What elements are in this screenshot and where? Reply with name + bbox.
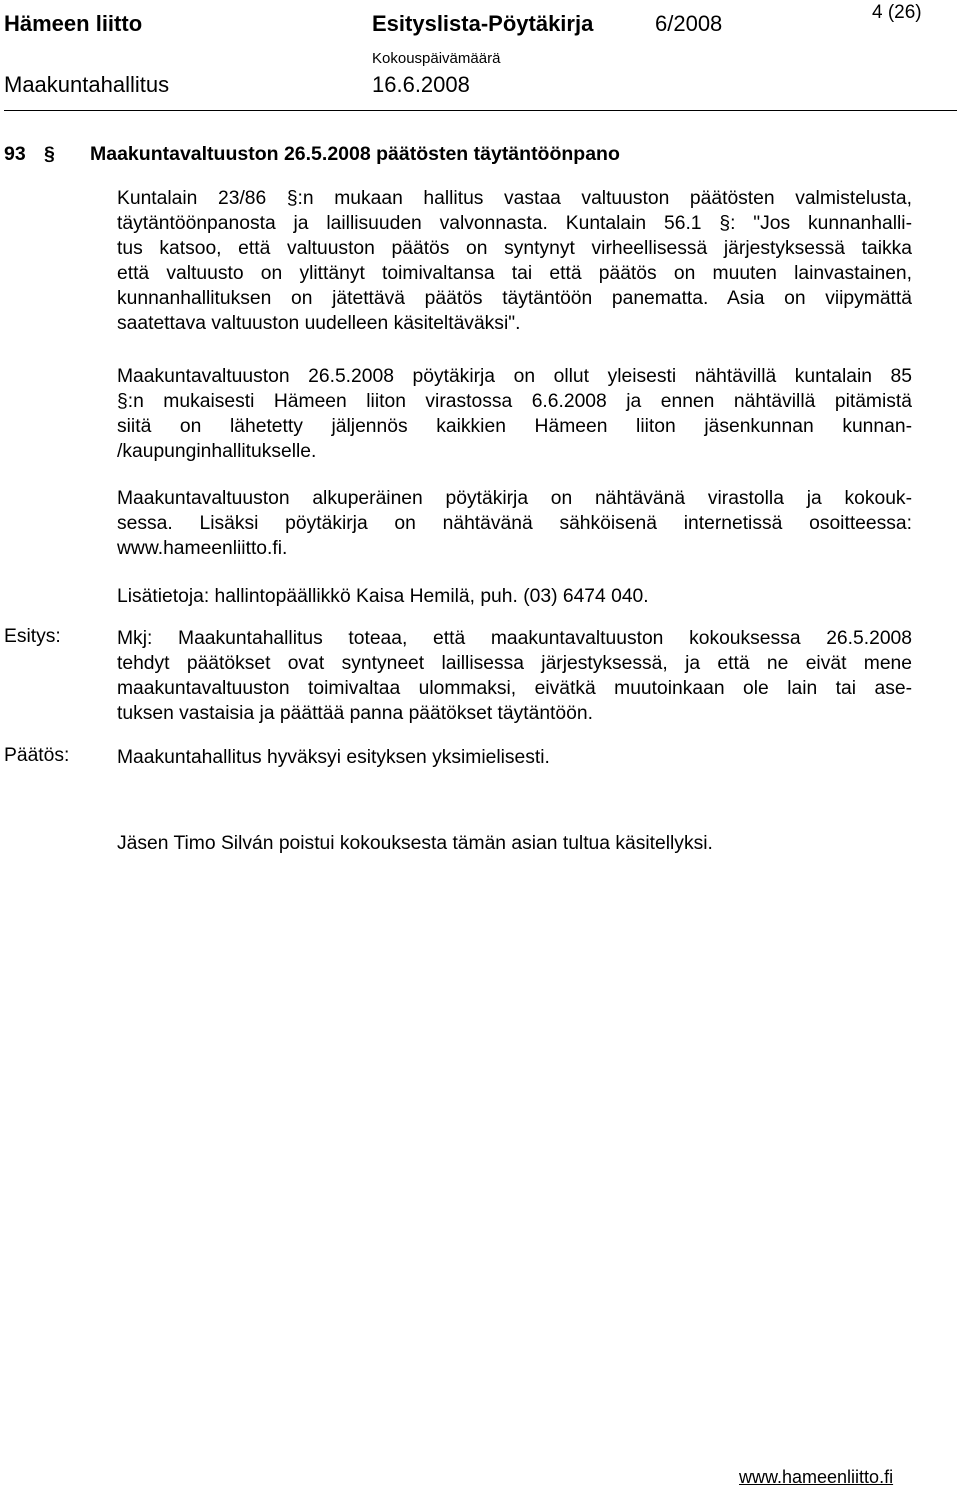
text-line: että valtuusto on ylittänyt toimivaltansa tai että päätös on muuten lainvastainen, (117, 263, 912, 284)
text-line: /kaupunginhallitukselle. (117, 441, 317, 462)
text-line: tehdyt päätökset ovat syntyneet laillisessa järjestyksessä, ja että ne eivät mene (117, 653, 912, 674)
text-line: Mkj: Maakuntahallitus toteaa, että maakuntavaltuuston kokouksessa 26.5.2008 (117, 628, 912, 649)
contact-info: Lisätietoja: hallintopäällikkö Kaisa Hemilä, puh. (03) 6474 040. (117, 586, 649, 607)
section-number: 93 (4, 143, 26, 165)
org-name: Hämeen liitto (4, 11, 143, 36)
decision-line: Maakuntahallitus hyväksyi esityksen yksimielisesti. (117, 747, 550, 768)
decision-text (117, 745, 912, 770)
text-line: Kuntalain 23/86 §:n mukaan hallitus vastaa valtuuston päätösten valmistelusta, (117, 188, 912, 209)
proposal-label: Esitys: (4, 626, 61, 647)
meeting-date-label: Kokouspäivämäärä (372, 50, 501, 67)
text-line: sessa. Lisäksi pöytäkirja on nähtävänä sähköisenä internetissä osoitteessa: (117, 513, 912, 534)
document-type: Esityslista-Pöytäkirja (372, 11, 594, 36)
text-line: tuksen vastaisia ja päättää panna päätökset täytäntöön. (117, 703, 593, 724)
note-line: Jäsen Timo Silván poistui kokouksesta tämän asian tultua käsitellyksi. (117, 833, 713, 854)
header-rule (4, 110, 957, 111)
meeting-date: 16.6.2008 (372, 72, 470, 97)
text-line: Maakuntavaltuuston 26.5.2008 pöytäkirja on ollut yleisesti nähtävillä kuntalain 85 (117, 366, 912, 387)
text-line: saatettava valtuuston uudelleen käsiteltäväksi". (117, 313, 521, 334)
paragraph-minutes-availability (117, 364, 912, 464)
paragraph-municipal-act (117, 186, 912, 336)
paragraph-original-minutes (117, 486, 912, 561)
decision-label: Päätös: (4, 745, 70, 766)
footer-website-link[interactable]: www.hameenliitto.fi (739, 1467, 894, 1487)
text-line: siitä on lähetetty jäljennös kaikkien Hämeen liiton jäsenkunnan kunnan- (117, 416, 912, 437)
page-number: 4 (26) (872, 2, 922, 23)
section-sign: § (44, 143, 55, 165)
text-line: Maakuntavaltuuston alkuperäinen pöytäkirja on nähtävänä virastolla ja kokouk- (117, 488, 912, 509)
body-name: Maakuntahallitus (4, 72, 170, 97)
document-number: 6/2008 (655, 11, 723, 36)
paragraph-contact (117, 584, 912, 609)
text-line: §:n mukaisesti Hämeen liiton virastossa 6.6.2008 ja ennen nähtävillä pitämistä (117, 391, 912, 412)
text-line: kunnanhallituksen on jätettävä päätös täytäntöön panematta. Asia on viipymättä (117, 288, 912, 309)
member-departure-note (117, 831, 912, 856)
text-line: www.hameenliitto.fi. (117, 538, 288, 559)
text-line: maakuntavaltuuston toimivaltaa ulommaksi, eivätkä muutoinkaan ole lain tai ase- (117, 678, 912, 699)
text-line: täytäntöönpanosta ja laillisuuden valvonnasta. Kuntalain 56.1 §: "Jos kunnanhalli- (117, 213, 912, 234)
text-line: tus katsoo, että valtuuston päätös on syntynyt virheellisessä järjestyksessä taikka (117, 238, 912, 259)
section-title: Maakuntavaltuuston 26.5.2008 päätösten täytäntöönpano (90, 143, 620, 165)
proposal-text (117, 626, 912, 726)
